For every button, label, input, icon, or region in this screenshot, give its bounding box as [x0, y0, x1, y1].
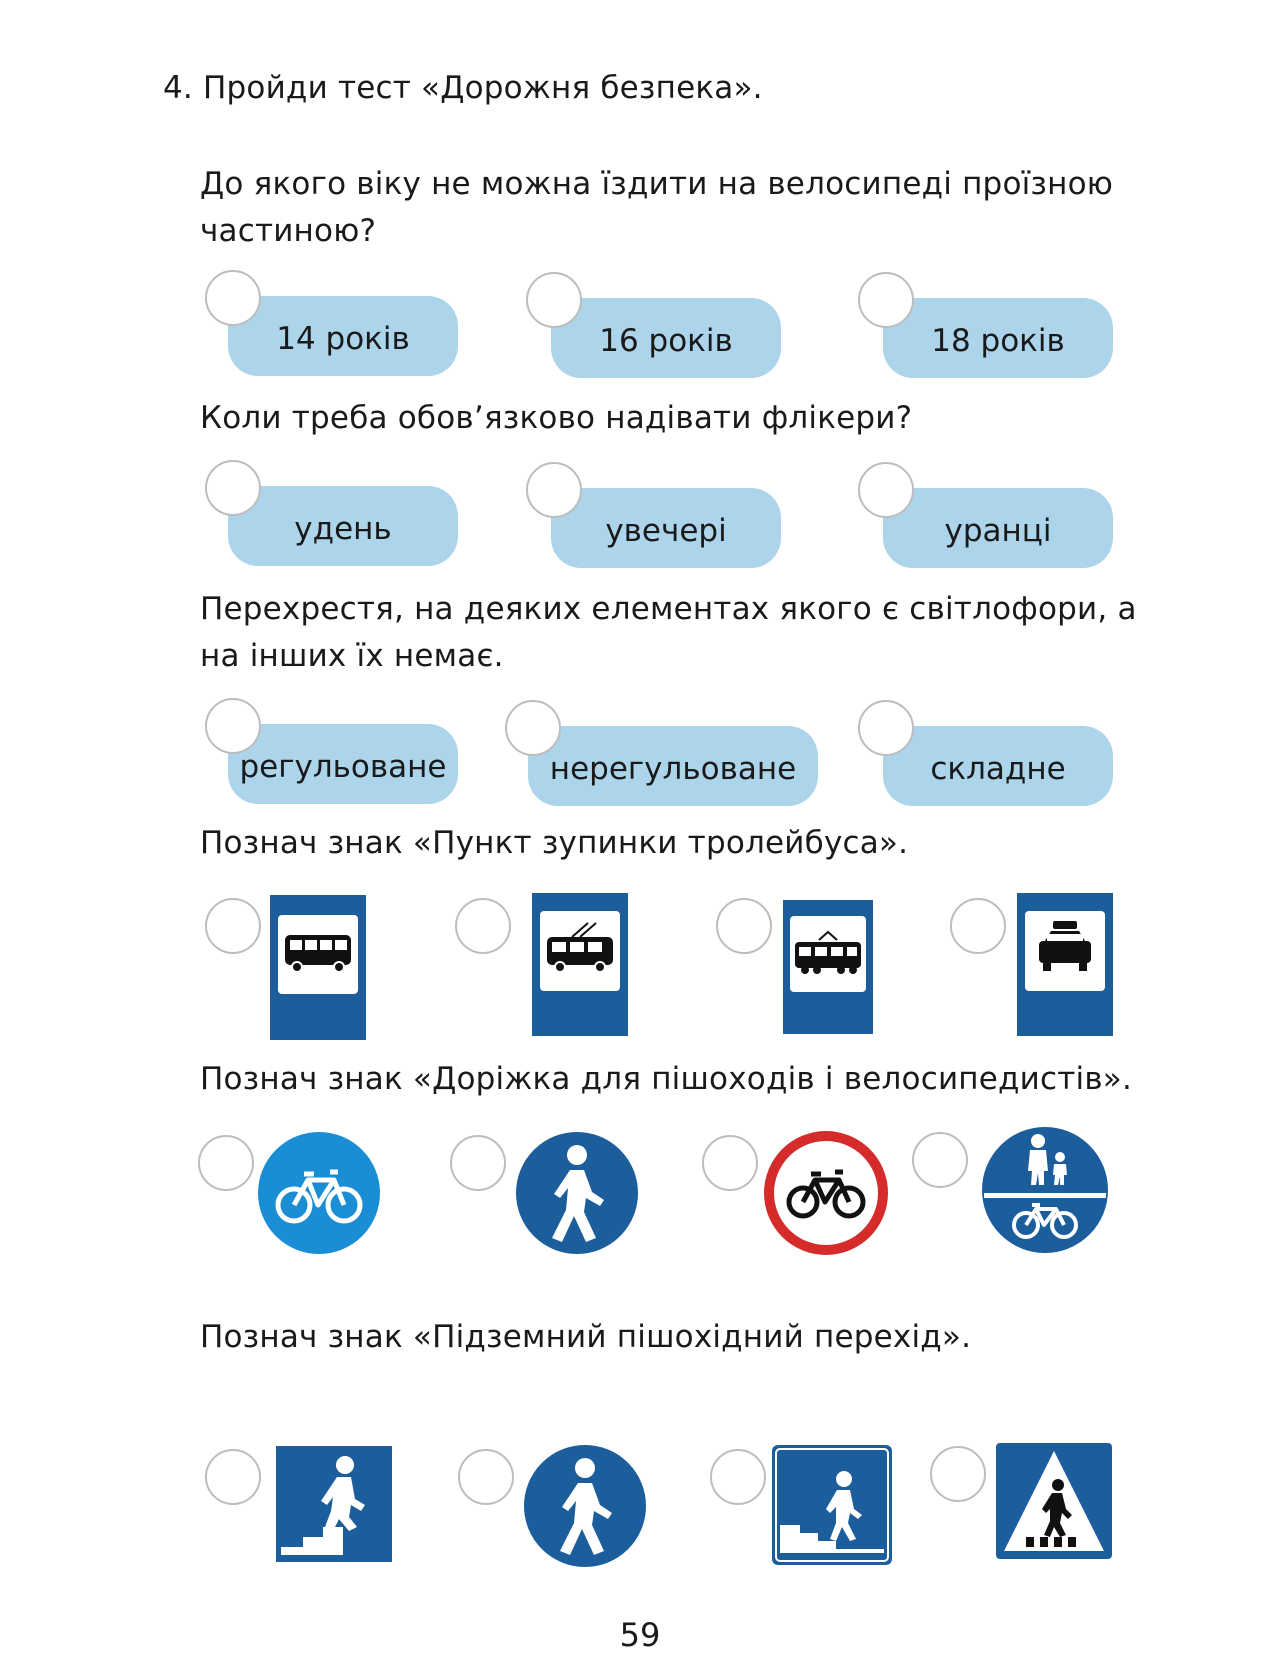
answer-option-16[interactable]: 16 років: [551, 298, 781, 378]
answer-option-day[interactable]: удень: [228, 486, 458, 566]
task-title: 4. Пройди тест «Дорожня безпека».: [163, 70, 763, 106]
tram-stop-sign[interactable]: [783, 900, 873, 1034]
radio-button[interactable]: [950, 898, 1006, 954]
radio-button[interactable]: [205, 1449, 261, 1505]
radio-button[interactable]: [455, 898, 511, 954]
radio-button[interactable]: [205, 270, 261, 326]
question-3-line-1: Перехрестя, на деяких елементах якого є світлофори, а: [200, 591, 1137, 627]
answer-option-14[interactable]: 14 років: [228, 296, 458, 376]
bicycle-path-sign[interactable]: [256, 1130, 382, 1256]
radio-button[interactable]: [858, 700, 914, 756]
radio-button[interactable]: [205, 898, 261, 954]
answer-option-unregulated[interactable]: нерегульоване: [528, 726, 818, 806]
radio-button[interactable]: [450, 1135, 506, 1191]
pedestrian-bicycle-path-sign[interactable]: [980, 1125, 1110, 1255]
pedestrian-path-sign[interactable]: [514, 1130, 640, 1256]
page-number: 59: [619, 1616, 661, 1654]
trolleybus-stop-sign[interactable]: [532, 893, 628, 1036]
question-4-line-1: Познач знак «Пункт зупинки тролейбуса».: [200, 825, 909, 861]
question-1-line-1: До якого віку не можна їздити на велосипеді проїзною: [200, 166, 1114, 202]
question-1-line-2: частиною?: [200, 213, 377, 249]
question-6-line-1: Познач знак «Підземний пішохідний перехід».: [200, 1319, 972, 1355]
pedestrian-path-sign[interactable]: [522, 1443, 648, 1569]
question-3-line-2: на інших їх немає.: [200, 638, 504, 674]
radio-button[interactable]: [716, 898, 772, 954]
no-bicycles-sign[interactable]: [763, 1130, 889, 1256]
overpass-crossing-sign[interactable]: [273, 1443, 395, 1565]
underground-crossing-sign[interactable]: [772, 1445, 892, 1565]
radio-button[interactable]: [702, 1135, 758, 1191]
radio-button[interactable]: [205, 698, 261, 754]
answer-option-evening[interactable]: увечері: [551, 488, 781, 568]
radio-button[interactable]: [858, 272, 914, 328]
answer-option-complex[interactable]: складне: [883, 726, 1113, 806]
radio-button[interactable]: [710, 1449, 766, 1505]
answer-option-morning[interactable]: уранці: [883, 488, 1113, 568]
pedestrian-crossing-sign[interactable]: [996, 1443, 1112, 1559]
radio-button[interactable]: [505, 700, 561, 756]
radio-button[interactable]: [458, 1449, 514, 1505]
taxi-stand-sign[interactable]: [1017, 893, 1113, 1036]
answer-option-18[interactable]: 18 років: [883, 298, 1113, 378]
radio-button[interactable]: [205, 460, 261, 516]
question-5-line-1: Познач знак «Доріжка для пішоходів і велосипедистів».: [200, 1061, 1133, 1097]
radio-button[interactable]: [198, 1135, 254, 1191]
bus-stop-sign[interactable]: [270, 895, 366, 1040]
answer-option-regulated[interactable]: регульоване: [228, 724, 458, 804]
radio-button[interactable]: [912, 1132, 968, 1188]
radio-button[interactable]: [526, 462, 582, 518]
radio-button[interactable]: [526, 272, 582, 328]
question-2-line-1: Коли треба обов’язково надівати флікери?: [200, 400, 913, 436]
radio-button[interactable]: [858, 462, 914, 518]
radio-button[interactable]: [930, 1446, 986, 1502]
